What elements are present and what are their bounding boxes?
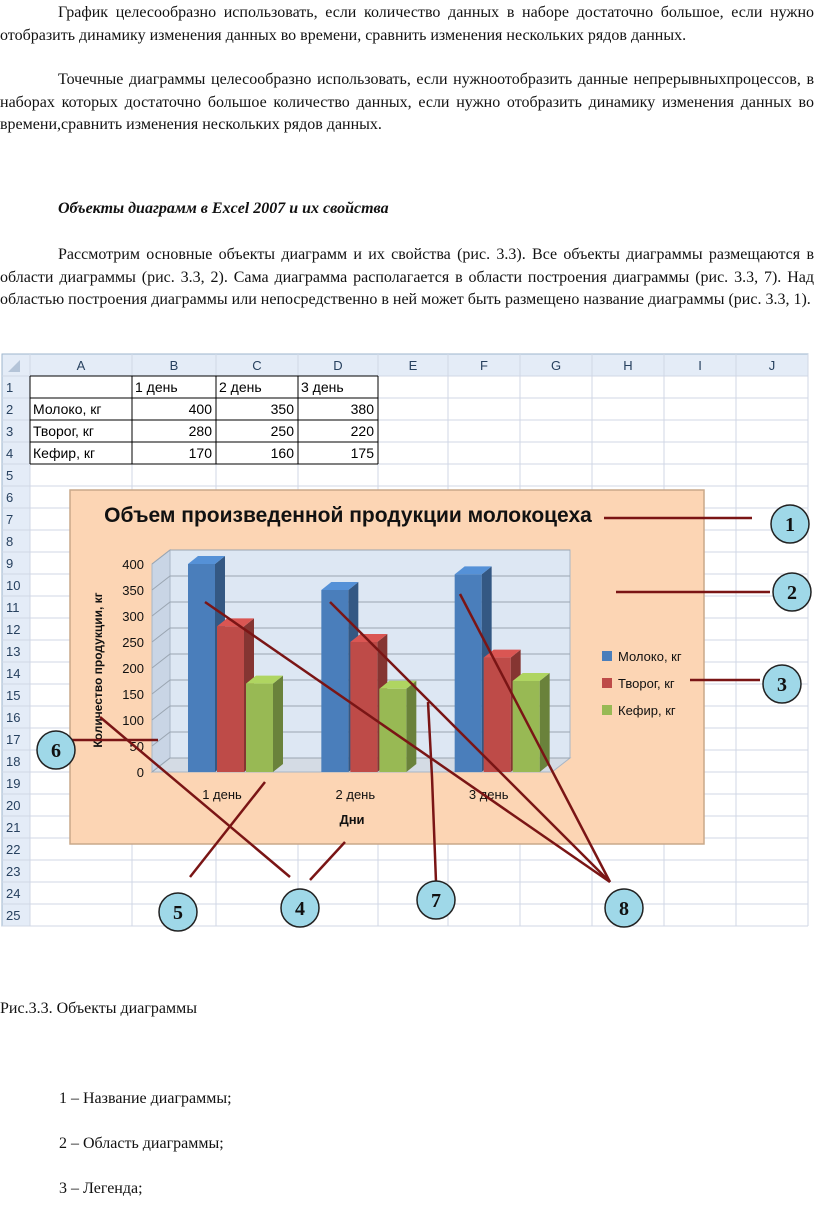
figure-caption: Рис.3.3. Объекты диаграммы — [0, 1000, 198, 1017]
row-header-16: 16 — [6, 710, 21, 725]
section-heading: Объекты диаграмм в Excel 2007 и их свойства — [58, 200, 389, 217]
bar — [484, 658, 511, 772]
bar — [350, 642, 377, 772]
table-value-cell: 380 — [350, 401, 374, 417]
bar — [513, 681, 540, 772]
x-tick-label: 3 день — [468, 787, 509, 802]
bar — [217, 626, 244, 772]
column-header-i: I — [698, 358, 702, 373]
row-header-25: 25 — [6, 908, 21, 923]
y-tick-label: 300 — [122, 609, 144, 624]
table-value-cell: 400 — [188, 401, 212, 417]
row-header-21: 21 — [6, 820, 21, 835]
row-header-14: 14 — [6, 666, 21, 681]
column-header-c: C — [252, 358, 262, 373]
chart-title: Объем произведенной продукции молокоцеха — [104, 504, 592, 527]
row-header-2: 2 — [6, 402, 14, 417]
row-header-6: 6 — [6, 490, 14, 505]
figure-spreadsheet-chart — [0, 352, 816, 934]
table-value-cell: 170 — [188, 445, 212, 461]
column-header-e: E — [408, 358, 418, 373]
y-tick-label: 250 — [122, 635, 144, 650]
y-tick-label: 400 — [122, 557, 144, 572]
bar-side — [406, 681, 416, 772]
legend-list-item-3: 3 – Легенда; — [59, 1180, 143, 1197]
legend-entry: Молоко, кг — [618, 649, 682, 664]
row-header-17: 17 — [6, 732, 21, 747]
column-header-j: J — [768, 358, 776, 373]
callout-line-4b — [310, 842, 345, 880]
row-header-5: 5 — [6, 468, 14, 483]
row-header-15: 15 — [6, 688, 21, 703]
column-header-d: D — [333, 358, 343, 373]
paragraph-line-chart-usage: График целесообразно использовать, если количество данных в наборе достаточно большое, если нужно отобразить динамику изменения данных во времени, сравнить изменения нескольких рядов данных. — [0, 4, 814, 44]
y-tick-label: 150 — [122, 687, 144, 702]
callout-number: 3 — [777, 674, 787, 696]
spreadsheet-canvas — [0, 352, 816, 934]
callout-number: 8 — [619, 898, 629, 920]
column-header-g: G — [550, 358, 562, 373]
table-value-cell: 250 — [270, 423, 294, 439]
table-value-cell: 280 — [188, 423, 212, 439]
row-header-18: 18 — [6, 754, 21, 769]
y-tick-label: 50 — [129, 739, 144, 754]
data-table — [30, 376, 378, 464]
row-header-13: 13 — [6, 644, 21, 659]
row-header-20: 20 — [6, 798, 21, 813]
x-tick-label: 1 день — [202, 787, 242, 802]
legend-entry: Кефир, кг — [618, 703, 676, 718]
row-header-10: 10 — [6, 578, 21, 593]
row-header-19: 19 — [6, 776, 21, 791]
row-header-9: 9 — [6, 556, 14, 571]
row-header-24: 24 — [6, 886, 21, 901]
x-axis-label: Дни — [339, 812, 365, 827]
legend-swatch — [602, 651, 612, 661]
table-value-cell: 175 — [350, 445, 374, 461]
row-header-22: 22 — [6, 842, 21, 857]
y-tick-label: 100 — [122, 713, 144, 728]
bar — [455, 574, 482, 772]
y-axis-label: Количество продукции, кг — [91, 592, 105, 748]
legend-swatch — [602, 705, 612, 715]
row-header-8: 8 — [6, 534, 14, 549]
column-header-b: B — [169, 358, 179, 373]
y-tick-label: 200 — [122, 661, 144, 676]
bar — [246, 684, 273, 772]
table-value-cell: 350 — [270, 401, 294, 417]
paragraph-chart-objects: Рассмотрим основные объекты диаграмм и их свойства (рис. 3.3). Все объекты диаграммы размещаются в области диаграммы (рис. 3.3, 2). Сама диаграмма располагается в области построения диаграммы (рис. 3.3, 7). Над областью построения диаграммы или непосредственно в ней может быть размещено название диаграммы (рис. 3.3, 1). — [0, 246, 814, 308]
table-header-cell: 3 день — [301, 379, 344, 395]
row-header-11: 11 — [6, 600, 20, 615]
row-header-1: 1 — [6, 380, 14, 395]
bar — [188, 564, 215, 772]
legend-list-item-2: 2 – Область диаграммы; — [59, 1135, 224, 1152]
legend-entry: Творог, кг — [618, 676, 675, 691]
legend-swatch — [602, 678, 612, 688]
column-header-f: F — [480, 358, 488, 373]
paragraph-scatter-usage: Точечные диаграммы целесообразно использовать, если нужноотобразить данные непрерывныхпроцессов, в наборах которых достаточно большое количество данных, если нужно отобразить динамику изменения данных во времени,сравнить изменения нескольких рядов данных. — [0, 71, 814, 133]
y-tick-label: 350 — [122, 583, 144, 598]
y-tick-label: 0 — [136, 765, 144, 780]
legend-list-item-1: 1 – Название диаграммы; — [59, 1090, 232, 1107]
table-row-label: Кефир, кг — [33, 445, 96, 461]
x-tick-label: 2 день — [335, 787, 376, 802]
callout-number: 4 — [295, 898, 305, 920]
table-row-label: Молоко, кг — [33, 401, 102, 417]
column-header-bar — [2, 354, 808, 376]
callout-number: 2 — [787, 582, 797, 604]
row-header-12: 12 — [6, 622, 21, 637]
bar-side — [273, 676, 283, 772]
column-header-a: A — [76, 358, 86, 373]
table-header-cell: 2 день — [219, 379, 262, 395]
chart-area — [70, 490, 704, 844]
table-header-cell: 1 день — [135, 379, 178, 395]
table-value-cell: 220 — [350, 423, 374, 439]
column-header-h: H — [623, 358, 633, 373]
table-value-cell: 160 — [270, 445, 294, 461]
row-header-4: 4 — [6, 446, 14, 461]
callout-number: 6 — [51, 740, 61, 762]
row-header-23: 23 — [6, 864, 21, 879]
callout-number: 1 — [785, 514, 795, 536]
row-header-7: 7 — [6, 512, 14, 527]
row-header-3: 3 — [6, 424, 14, 439]
callout-number: 5 — [173, 902, 183, 924]
table-row-label: Творог, кг — [33, 423, 94, 439]
callout-number: 7 — [431, 890, 441, 912]
